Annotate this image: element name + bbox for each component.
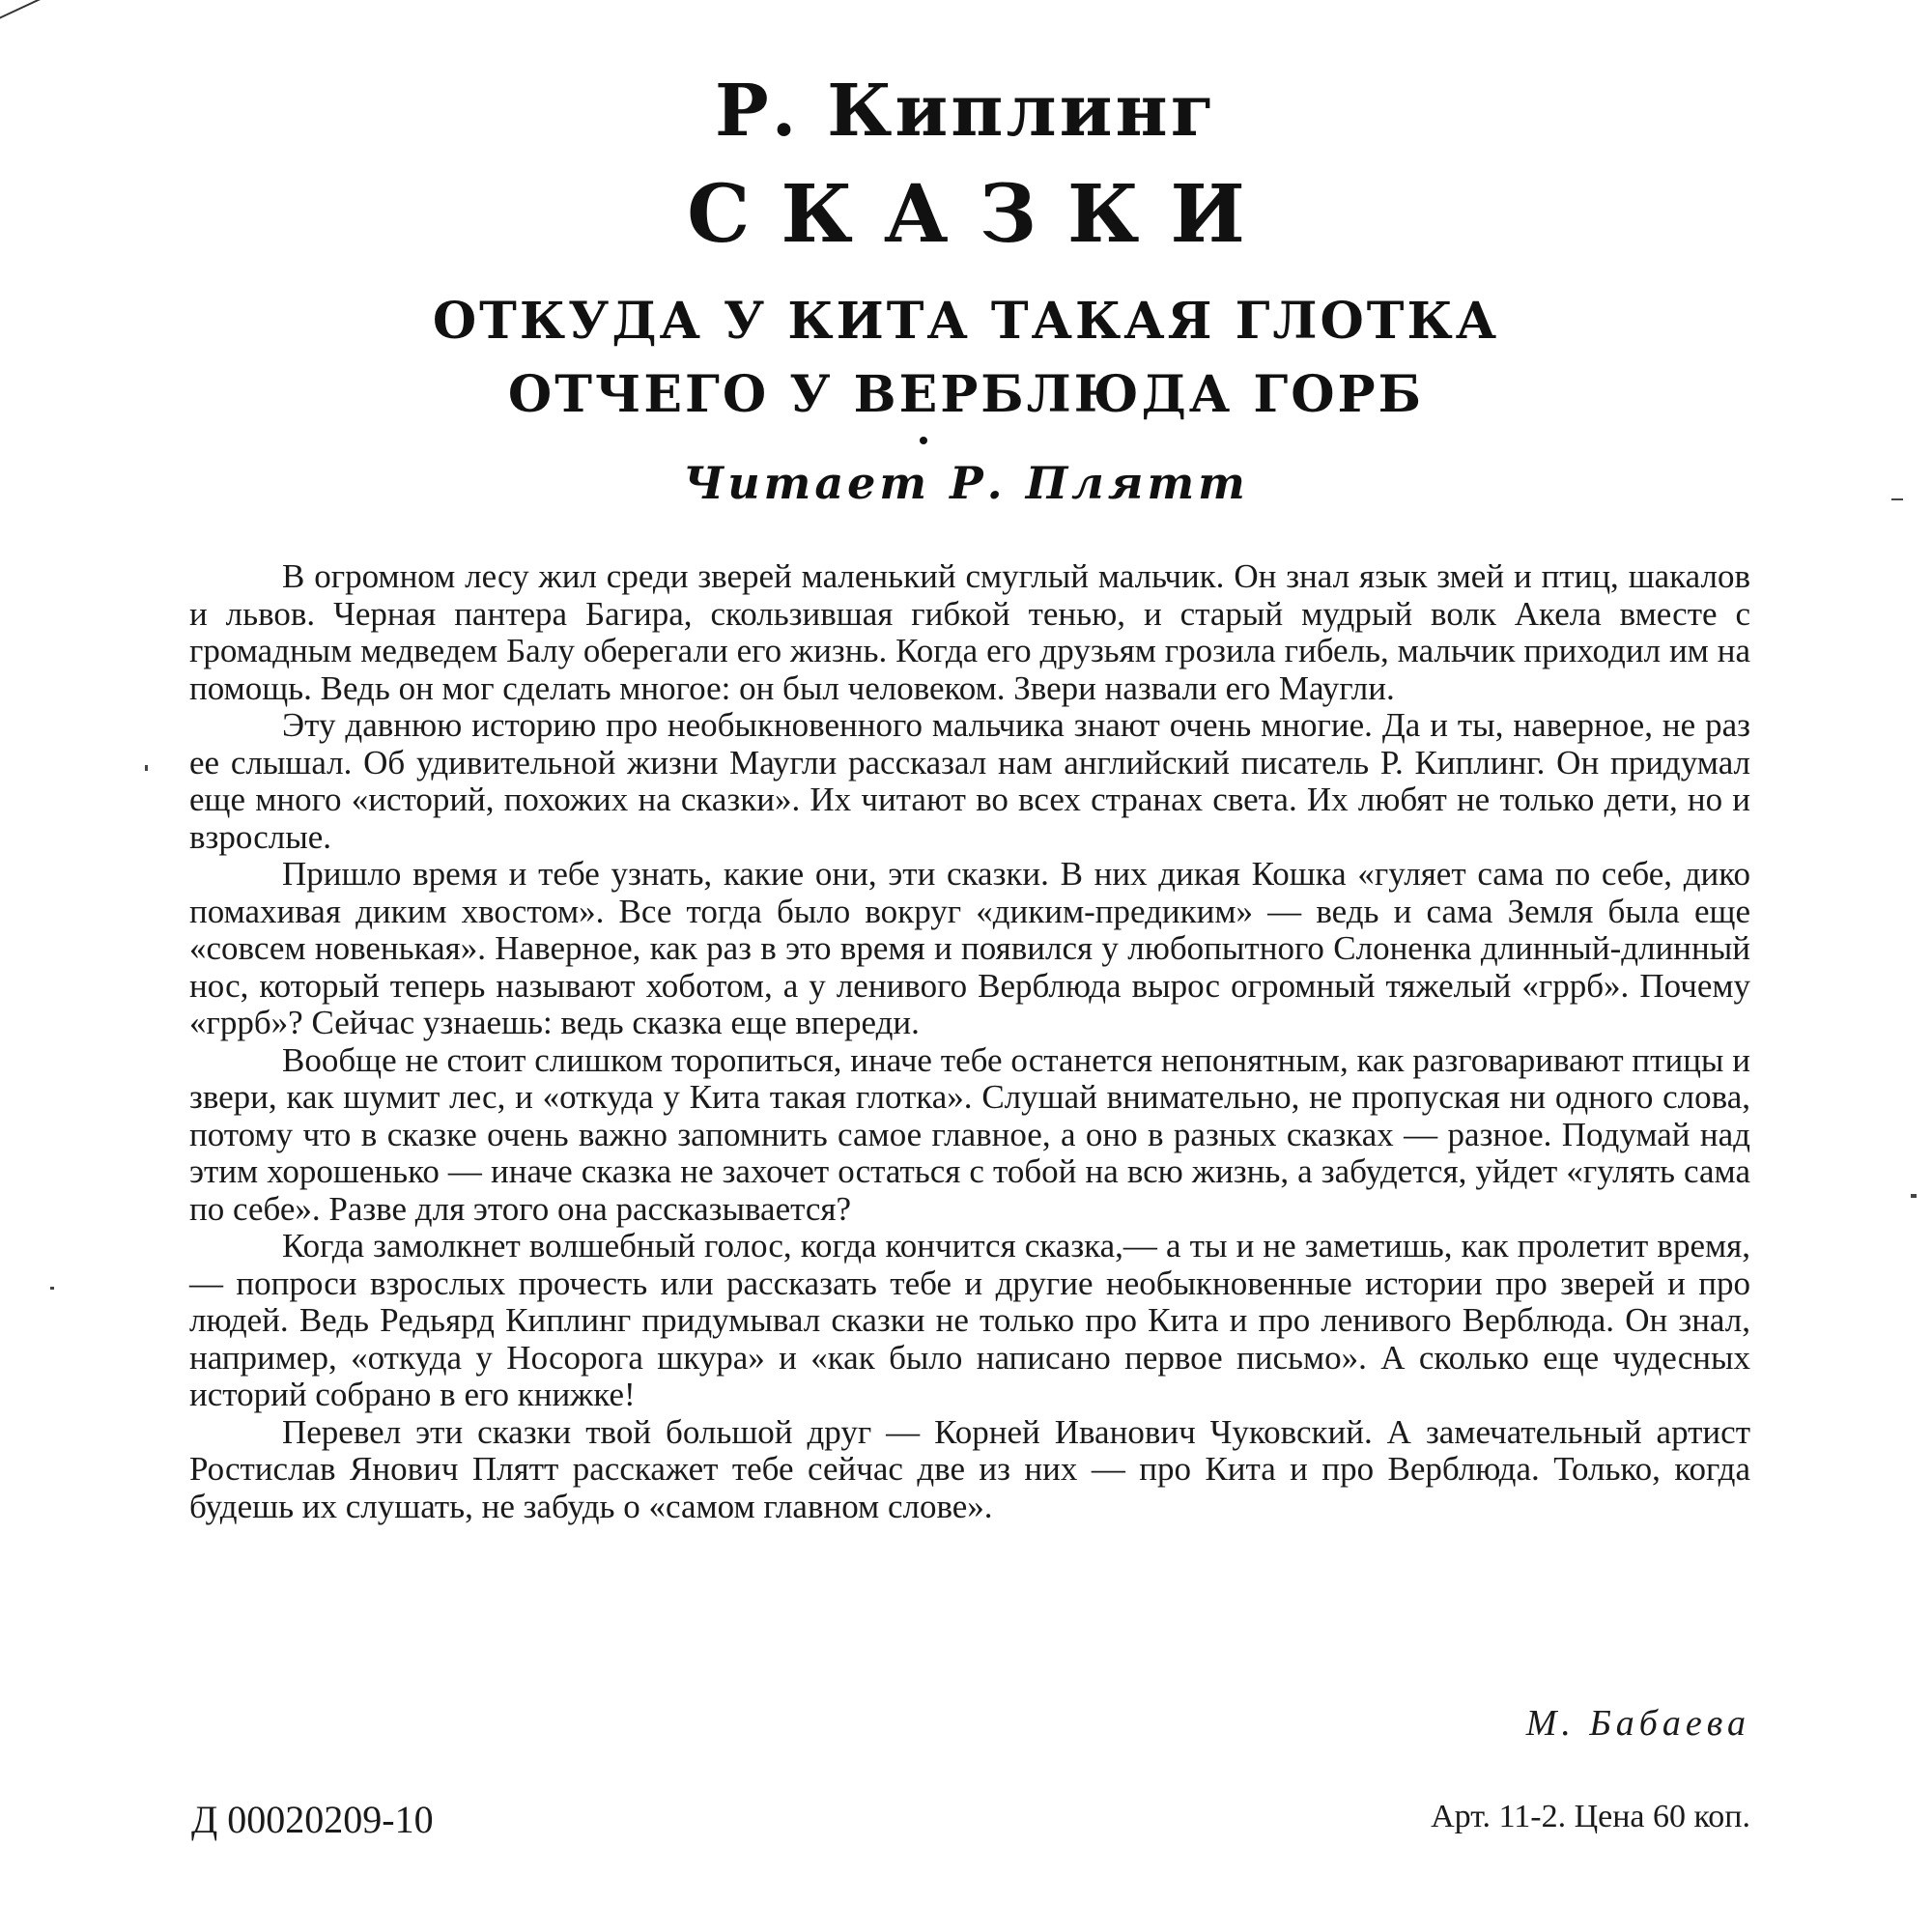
story-title-whale: ОТКУДА У КИТА ТАКАЯ ГЛОТКА: [432, 292, 1500, 351]
author-signature: М. Бабаева: [1525, 1703, 1750, 1744]
story-title-camel: ОТЧЕГО У ВЕРБЛЮДА ГОРБ: [507, 365, 1425, 424]
catalog-number: Д 00020209-10: [191, 1798, 434, 1841]
book-title: СКАЗКИ: [687, 168, 1276, 261]
paragraph-1: В огромном лесу жил среди зверей маленький смуглый мальчик. Он знал язык змей и птиц, шакалов и львов. Черная пантера Багира, скользившая гибкой тенью, и старый мудрый волк Акела вместе с громадным медведем Балу оберегали его жизнь. Когда его друзьям грозила гибель, мальчик приходил им на помощь. Ведь он мог сделать многое: он был человеком. Звери назвали его Маугли.: [189, 557, 1750, 707]
scan-speck: [145, 765, 148, 771]
scan-speck: [1891, 498, 1903, 500]
paragraph-6: Перевел эти сказки твой большой друг — Корней Иванович Чуковский. А замечательный артист Ростислав Янович Плятт расскажет тебе сейчас две из них — про Кита и про Верблюда. Только, когда будешь их слушать, не забудь о «самом главном слове».: [189, 1412, 1750, 1525]
corner-mark: [0, 0, 78, 23]
price-label: Арт. 11-2. Цена 60 коп.: [1431, 1799, 1750, 1834]
author-name: Р. Киплинг: [714, 70, 1218, 153]
paragraph-5: Когда замолкнет волшебный голос, когда кончится сказка,— а ты и не заметишь, как пролетит время,— попроси взрослых прочесть или рассказать тебе и другие необыкновенные истории про зверей и про людей. Ведь Редьярд Киплинг придумывал сказки не только про Кита и про ленивого Верблюда. Он знал, например, «откуда у Носорога шкура» и «как было написано первое письмо». А сколько еще чудесных историй собрано в его книжке!: [189, 1227, 1750, 1413]
intro-text: [189, 558, 1750, 1525]
paragraph-4: Вообще не стоит слишком торопиться, иначе тебе останется непонятным, как разговаривают птицы и звери, как шумит лес, и «откуда у Кита такая глотка». Слушай внимательно, не пропуская ни одного слова, потому что в сказке очень важно запомнить самое главное, а оно в разных сказках — разное. Подумай над этим хорошенько — иначе сказка не захочет остаться с тобой на всю жизнь, а забудется, уйдет «гулять сама по себе». Разве для этого она рассказывается?: [189, 1040, 1750, 1228]
paragraph-2: Эту давнюю историю про необыкновенного мальчика знают очень многие. Да и ты, наверное, не раз ее слышал. Об удивительной жизни Маугли рассказал нам английский писатель Р. Киплинг. Он придумал еще много «историй, похожих на сказки». Их читают во всех странах света. Их любят не только дети, но и взрослые.: [189, 706, 1750, 856]
separator-dot: [920, 437, 927, 444]
scan-speck: [50, 1287, 54, 1290]
reader-credit: Читает Р. Плятт: [683, 457, 1249, 509]
scan-speck: [1911, 1194, 1917, 1198]
paragraph-3: Пришло время и тебе узнать, какие они, эти сказки. В них дикая Кошка «гуляет сама по себе, дико помахивая диким хвостом». Все тогда было вокруг «диким-предиким» — ведь и сама Земля была еще «совсем новенькая». Наверное, как раз в это время и появился у любопытного Слоненка длинный-длинный нос, который теперь называют хоботом, а у ленивого Верблюда вырос огромный тяжелый «грpб». Почему «грpб»? Сейчас узнаешь: ведь сказка еще впереди.: [189, 855, 1750, 1041]
